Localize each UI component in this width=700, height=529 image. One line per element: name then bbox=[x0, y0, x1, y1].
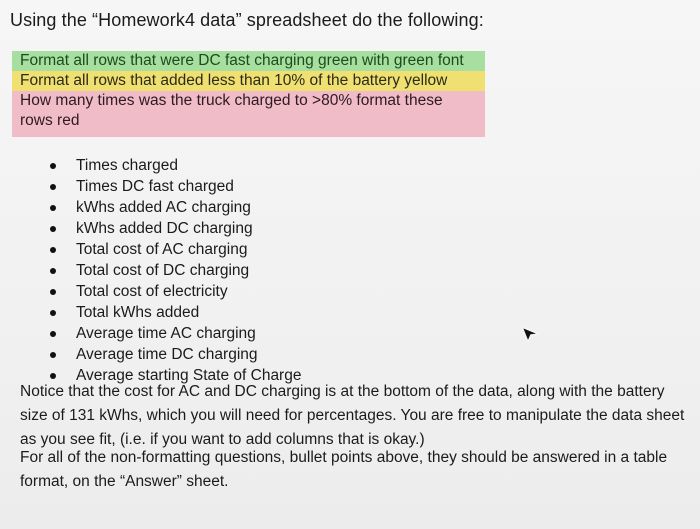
instructions-heading: Using the “Homework4 data” spreadsheet do the following: bbox=[10, 10, 484, 30]
bullet-item bbox=[44, 197, 464, 218]
bullet-item bbox=[44, 323, 464, 344]
bullet-text: Average time DC charging bbox=[76, 346, 258, 363]
final-instructions-paragraph: For all of the non-formatting questions, bullet points above, they should be answered in a table format, on the “Answer” sheet. bbox=[20, 449, 668, 490]
bullet-text: Times charged bbox=[76, 157, 178, 174]
bullet-item bbox=[44, 155, 464, 176]
bullet-dot-icon bbox=[50, 289, 56, 295]
bullet-dot-icon bbox=[50, 226, 56, 232]
pointer-arrow-icon bbox=[521, 324, 541, 344]
bullet-item bbox=[44, 218, 464, 239]
bullet-item bbox=[44, 239, 464, 260]
bullet-dot-icon bbox=[50, 310, 56, 316]
bullet-dot-icon bbox=[50, 163, 56, 169]
bullet-item bbox=[44, 302, 464, 323]
bullet-text: kWhs added AC charging bbox=[76, 199, 251, 216]
bullet-text: Total cost of DC charging bbox=[76, 262, 250, 279]
bullet-dot-icon bbox=[50, 247, 56, 253]
task-yellow: Format all rows that added less than 10% of the battery yellow bbox=[12, 71, 485, 91]
bullet-item bbox=[44, 281, 464, 302]
bullet-text: Total cost of electricity bbox=[76, 283, 228, 300]
bullet-dot-icon bbox=[50, 268, 56, 274]
bullet-dot-icon bbox=[50, 352, 56, 358]
bullet-dot-icon bbox=[50, 184, 56, 190]
bullet-item bbox=[44, 176, 464, 197]
bullet-text: Total kWhs added bbox=[76, 304, 200, 321]
question-bullet-list bbox=[44, 155, 464, 386]
bullet-text: kWhs added DC charging bbox=[76, 220, 253, 237]
bullet-text: Total cost of AC charging bbox=[76, 241, 248, 258]
bullet-item bbox=[44, 260, 464, 281]
bullet-text: Average time AC charging bbox=[76, 325, 256, 342]
formatting-tasks bbox=[12, 51, 485, 137]
task-green: Format all rows that were DC fast charging green with green font bbox=[12, 51, 485, 71]
bullet-dot-icon bbox=[50, 373, 56, 379]
bullet-item bbox=[44, 344, 464, 365]
bullet-dot-icon bbox=[50, 331, 56, 337]
bullet-text: Average starting State of Charge bbox=[76, 367, 302, 384]
bullet-text: Times DC fast charged bbox=[76, 178, 234, 195]
notice-paragraph: Notice that the cost for AC and DC charging is at the bottom of the data, along with the battery size of 131 kWhs, which you will need for percentages. You are free to manipulate the data sheet as you see fit, (i.e. if you want to add columns that is okay.) bbox=[20, 383, 685, 448]
task-red: How many times was the truck charged to >80% format these rows red bbox=[12, 91, 485, 137]
bullet-dot-icon bbox=[50, 205, 56, 211]
